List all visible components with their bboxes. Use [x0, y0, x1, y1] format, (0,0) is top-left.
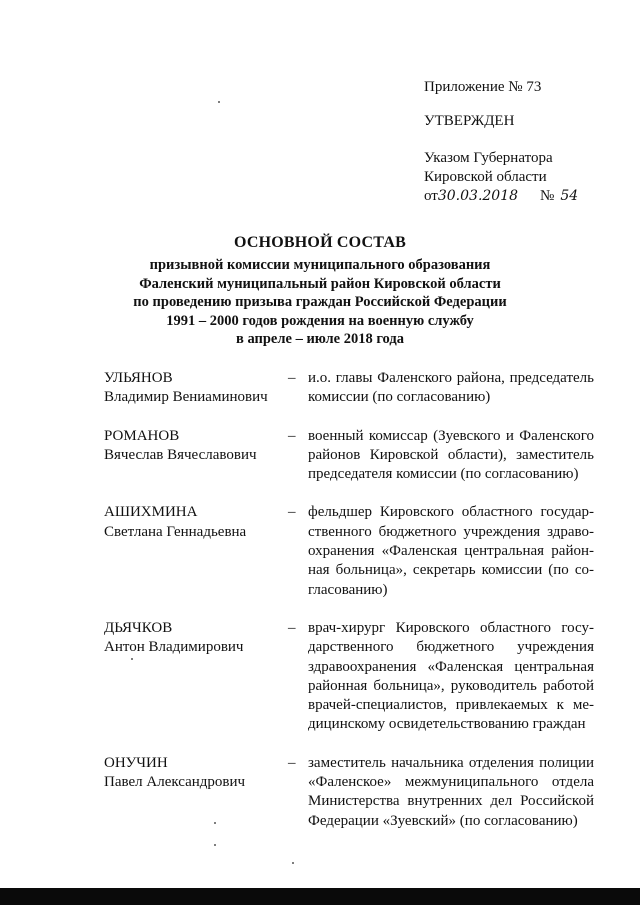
member-entry — [104, 619, 594, 735]
member-surname: АШИХМИНА — [104, 504, 198, 521]
title-line: призывной комиссии муниципального образования — [149, 257, 491, 273]
title-main: ОСНОВНОЙ СОСТАВ — [234, 234, 406, 251]
scan-speck — [214, 844, 216, 846]
member-role: врач-хирург Кировского областного государственного бюджетного учреждения здравоохранения «Фаленская центральная районная больница», руководитель работой врачей-специалистов, привлекаемых к медицинскому освидетельствованию граждан — [308, 619, 594, 733]
title-line: 1991 – 2000 годов рождения на военную службу — [166, 312, 474, 329]
scan-speck — [214, 822, 216, 824]
member-name — [104, 427, 288, 485]
member-role: и.о. главы Фаленского района, председатель комиссии (по согласованию) — [308, 370, 594, 406]
handwritten-number: 54 — [560, 188, 579, 204]
scan-edge-bar — [0, 888, 640, 905]
member-surname: УЛЬЯНОВ — [104, 370, 173, 386]
member-entry — [104, 754, 594, 831]
approval-block — [424, 78, 624, 206]
member-name — [104, 503, 288, 599]
member-name — [104, 619, 288, 735]
dash-separator: – — [288, 504, 296, 521]
member-role: заместитель начальника отделения полиции «Фаленское» межмуниципального отдела Министерства внутренних дел Российской Федерации «Зуевский» (по согласованию) — [308, 754, 594, 829]
decree-date-number-line — [424, 187, 624, 206]
document-title — [100, 233, 540, 349]
title-line: Фаленский муниципальный район Кировской области — [139, 275, 501, 292]
member-surname: РОМАНОВ — [104, 427, 180, 444]
dash-separator: – — [288, 427, 296, 444]
commission-members-list — [104, 369, 594, 831]
decree-line-1: Указом Губернатора — [424, 150, 553, 166]
scan-speck — [292, 862, 294, 864]
member-entry — [104, 427, 594, 485]
member-entry — [104, 369, 594, 408]
decree-line-2: Кировской области — [424, 169, 547, 185]
member-given-names: Владимир Вениаминович — [104, 389, 268, 406]
member-surname: ОНУЧИН — [104, 754, 168, 771]
scan-speck — [131, 658, 133, 660]
title-line: по проведению призыва граждан Российской Федерации — [133, 294, 507, 310]
member-given-names: Светлана Геннадьевна — [104, 523, 247, 540]
member-role: военный комиссар (Зуевского и Фаленского районов Кировской области), заместитель председателя комиссии (по согласованию) — [308, 427, 594, 483]
scan-speck — [218, 101, 220, 103]
dash-separator: – — [288, 370, 296, 386]
member-name — [104, 754, 288, 831]
approved-stamp: УТВЕРЖДЕН — [424, 113, 515, 129]
number-label: № — [540, 188, 555, 204]
member-role: фельдшер Кировского областного государственного бюджетного учреждения здравоохранения «Фаленская центральная районная больница», секретарь комиссии (по согласованию) — [308, 504, 594, 598]
title-line: в апреле – июле 2018 года — [236, 331, 404, 347]
appendix-number: Приложение № 73 — [424, 79, 542, 95]
dash-separator: – — [288, 754, 296, 771]
member-name — [104, 369, 288, 408]
member-given-names: Павел Александрович — [104, 774, 246, 791]
member-given-names: Вячеслав Вячеславович — [104, 446, 257, 463]
member-given-names: Антон Владимирович — [104, 639, 244, 656]
from-prefix: от — [424, 188, 438, 204]
handwritten-date: 30.03.2018 — [437, 188, 519, 204]
member-surname: ДЬЯЧКОВ — [104, 619, 173, 636]
member-entry — [104, 503, 594, 599]
dash-separator: – — [288, 619, 296, 636]
